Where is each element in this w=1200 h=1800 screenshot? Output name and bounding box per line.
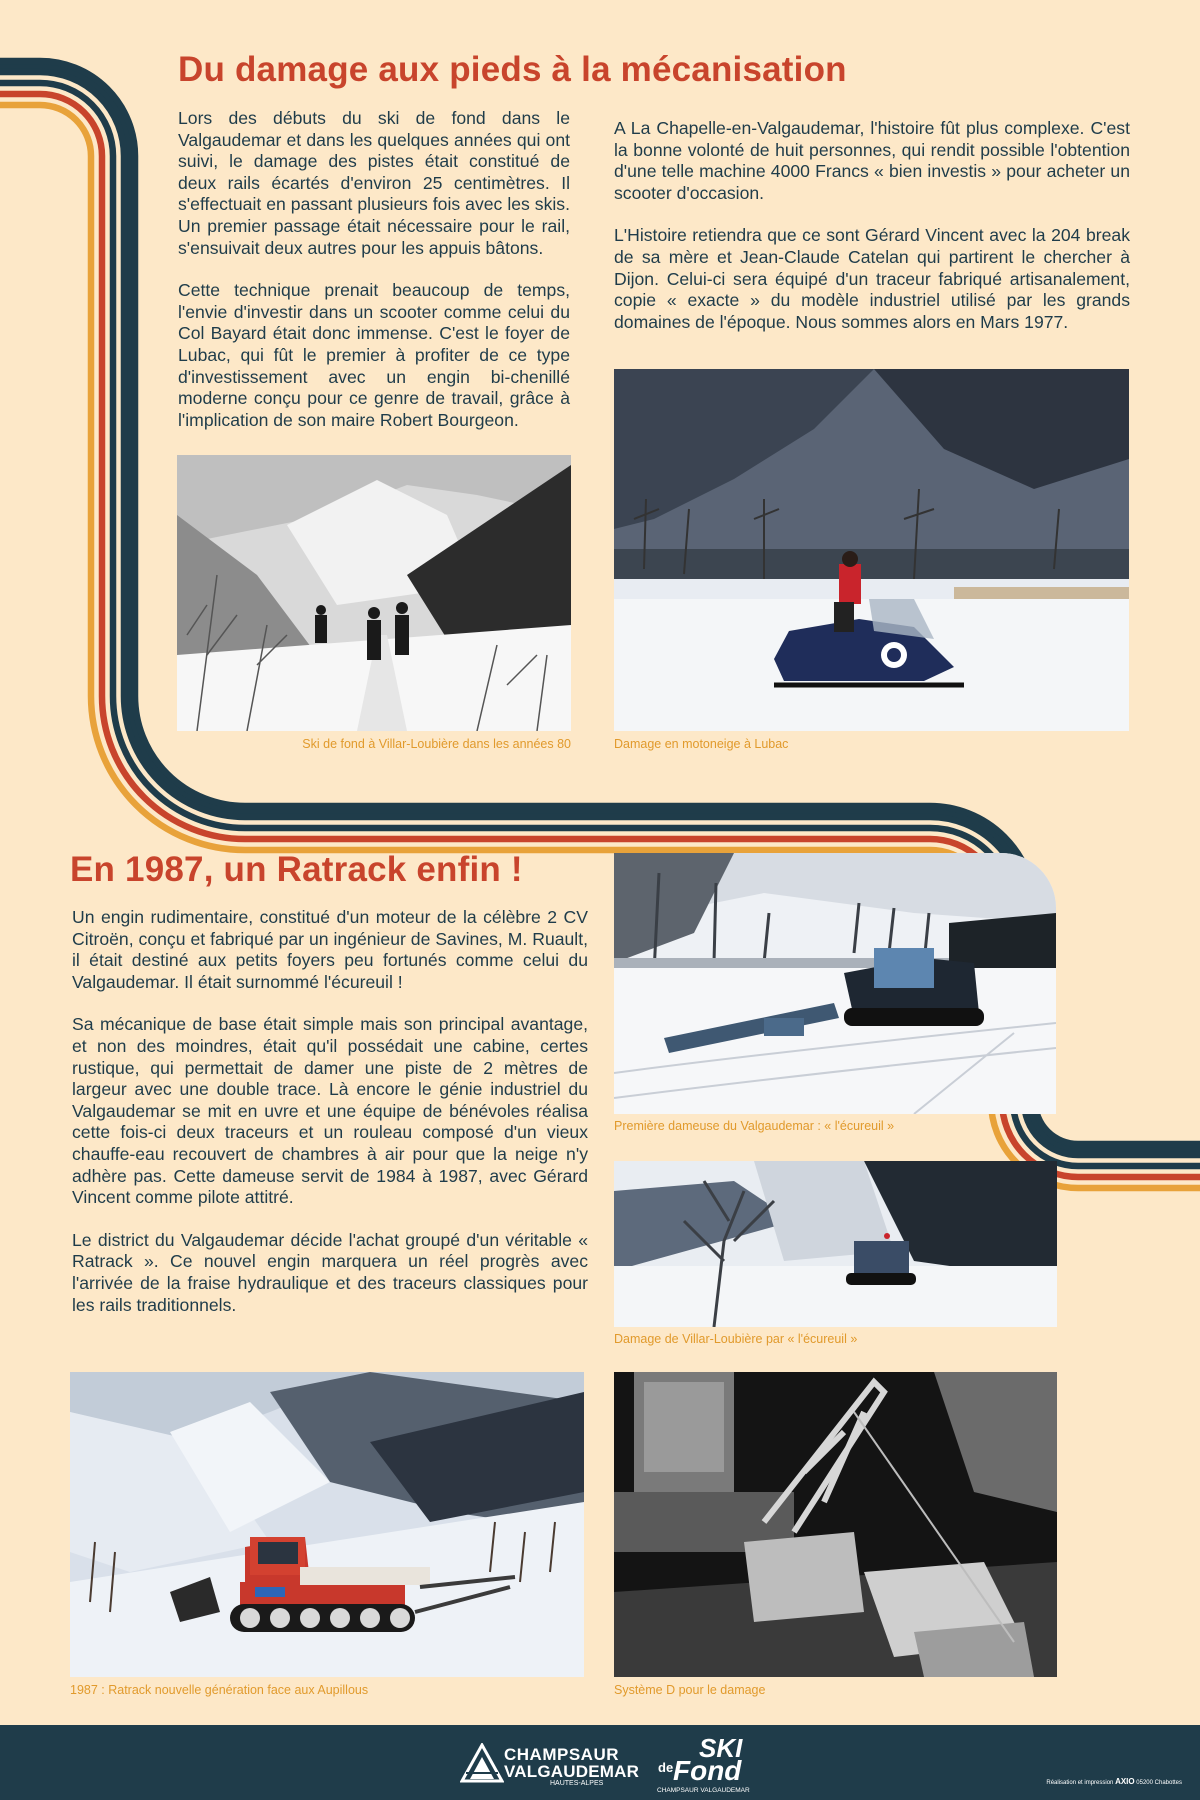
caption-photo-damage-villar: Damage de Villar-Loubière par « l'écureuil » [614,1332,858,1346]
caption-photo-systeme-d: Système D pour le damage [614,1683,766,1697]
logo2-ski: SKI [699,1733,743,1763]
photo-skiers-villar-loubiere [177,455,571,731]
section1-right-paragraph-2: L'Histoire retiendra que ce sont Gérard Vincent avec la 204 break de sa mère et Jean-Claude Catelan qui partirent le chercher à Dijon. Celui-ci sera équipé d'un traceur fabriqué artisanalement, copie « exacte » du modèle industriel utilisé par les grands domaines de l'époque. Nous sommes alors en Mars 1977. [614,225,1130,332]
caption-photo-skiers: Ski de fond à Villar-Loubière dans les années 80 [302,737,571,751]
section2-paragraph-2: Sa mécanique de base était simple mais son principal avantage, et non des moindres, était qu'il possédait une cabine, certes rustique, qui permettait de damer une piste de 2 mètres de largeur avec une double trace. Là encore le génie industriel du Valgaudemar se mit en uvre et une équipe de bénévoles réalisa cette fois-ci deux traceurs et un rouleau composé d'un vieux chauffe-eau recouvert de chambres à air pour que la neige n'y adhère pas. Cette dameuse servit de 1984 à 1987, avec Gérard Vincent comme pilote attitré. [72,1014,588,1208]
caption-photo-snowmobile: Damage en motoneige à Lubac [614,737,789,751]
caption-photo-ratrack: 1987 : Ratrack nouvelle génération face aux Aupillous [70,1683,369,1697]
section1-right-text [614,118,1130,333]
logo1-line2: VALGAUDEMAR [504,1762,640,1781]
section1-left-text [178,108,570,431]
logo2-de: de [658,1760,674,1775]
photo-damage-villar-loubiere [614,1161,1057,1327]
section1-left-paragraph-2: Cette technique prenait beaucoup de temps, l'envie d'investir dans un scooter comme celui du Col Bayard était donc immense. C'est le foyer de Lubac, qui fût le premier à profiter de ce type d'investissement avec un engin bi-chenillé moderne conçu pour ce genre de travail, grâce à l'implication de son maire Robert Bourgeon. [178,280,570,430]
mountain-logo-icon [460,1743,504,1785]
photo-premiere-dameuse [614,853,1056,1114]
logo2-sub: CHAMPSAUR VALGAUDEMAR [657,1787,750,1794]
section1-title: Du damage aux pieds à la mécanisation [178,50,847,89]
section2-text [72,907,588,1316]
photo-snowmobile-lubac [614,369,1129,731]
photo-ratrack-aupillous [70,1372,584,1677]
caption-photo-premiere-dameuse: Première dameuse du Valgaudemar : « l'écureuil » [614,1119,895,1133]
section2-title: En 1987, un Ratrack enfin ! [70,850,523,889]
section1-left-paragraph-1: Lors des débuts du ski de fond dans le Valgaudemar et dans les quelques années qui ont suivi, le damage des pistes était constitué de deux rails écartés d'environ 25 centimètres. Il s'effectuait en passant plusieurs fois avec les skis. Un premier passage était nécessaire pour le rail, s'ensuivait deux autres pour les appuis bâtons. [178,108,570,258]
credit-suffix: 05200 Chabottes [1136,1780,1182,1786]
logo-ski-de-fond [655,1733,755,1795]
credit-brand: AXIO [1115,1777,1135,1786]
section2-paragraph-3: Le district du Valgaudemar décide l'achat groupé d'un véritable « Ratrack ». Ce nouvel engin marquera un réel progrès avec l'arrivée de la fraise hydraulique et des traceurs classiques pour les rails traditionnels. [72,1229,588,1315]
footer-band [0,1725,1200,1800]
logo1-line3: HAUTES-ALPES [550,1780,604,1787]
logo1-line1: CHAMPSAUR [504,1745,619,1764]
section1-right-paragraph-1: A La Chapelle-en-Valgaudemar, l'histoire fût plus complexe. C'est la bonne volonté de huit personnes, qui rendit possible l'obtention d'une telle machine 4000 Francs « bien investis » pour acheter un scooter d'occasion. [614,118,1130,203]
credit-prefix: Réalisation et impression [1046,1780,1114,1786]
photo-systeme-d [614,1372,1057,1677]
section2-paragraph-1: Un engin rudimentaire, constitué d'un moteur de la célèbre 2 CV Citroën, conçu et fabriqué par un ingénieur de Savines, M. Ruault, il était destiné aux petits foyers peu fortunés comme celui du Valgaudemar. Il était surnommé l'écureuil ! [72,907,588,992]
logo-champsaur-valgaudemar [460,1737,640,1793]
logo2-fond: Fond [673,1755,742,1786]
printer-credit [1046,1777,1182,1786]
